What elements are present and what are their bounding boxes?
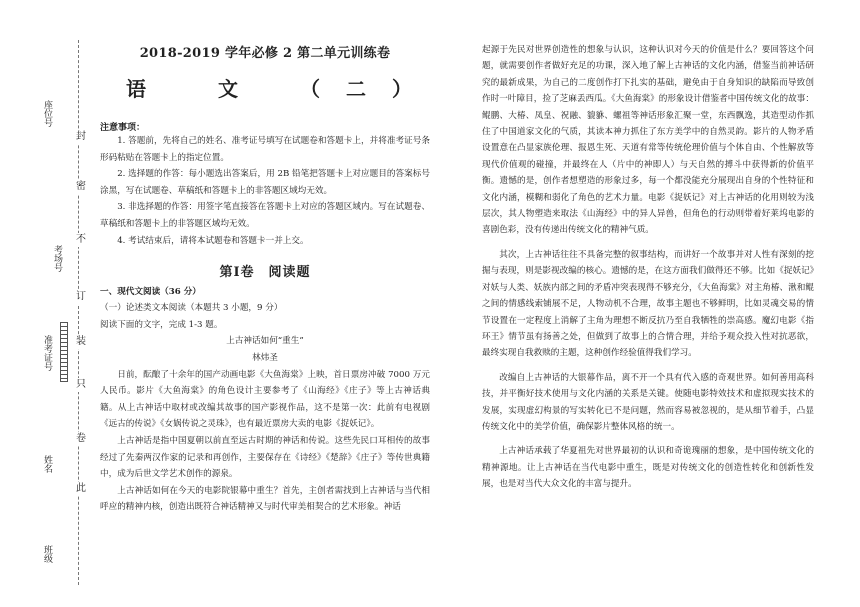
- seal-char: 只: [76, 379, 86, 390]
- binding-label-ticket: 准考证号: [42, 335, 52, 371]
- binding-label-name: 姓名: [42, 455, 52, 473]
- subject-title: 语 文 （二）: [126, 77, 438, 101]
- volume-title: 第Ⅰ卷 阅读题: [219, 265, 311, 281]
- article-paragraph: 起源于先民对世界创造性的想象与认识，这种认识对今天的价值是什么？要回答这个问题，就需要创作者做好充足的功课，深入地了解上古神话的文化内涵，借鉴当前神话研究的最新成果，为自己的二度创作打下扎实的基础，避免由于自身知识的缺陷而导致创作时一叶障目，捡了芝麻丢西瓜。《大鱼海棠》的形象设计借鉴者中国传统文化的故事：鲲鹏、大椿、凤皇、祝融、貔貅、螺祖等神话形象汇聚一堂，东西飘逸，其造型动作抓住了中国道家文化的气质，其读本神力抓住了东方美学中的自然灵韵。影片的人物矛盾设置意在凸显家族伦理、报恩生死、天道有常等传统伦理价值与个体自由、个性解放等现代价值观的碰撞，并最终在人（片中的神即人）与天自然的搏斗中获得新的价值平衡。遗憾的是，创作者想塑造的形象过多，每一个都没能充分展现出自身的个性特征和文化内涵，模糊和弱化了角色的艺术力量。电影《捉妖记》对上古神话的化用则较为浅层次，其人物塑造来取法《山海经》中的异人异兽，但角色的行动则带着好莱坞电影的喜剧色彩，没有传递出传统文化的精神气质。: [482, 45, 814, 236]
- instruction: 阅读下面的文字，完成 1-3 题。: [100, 319, 223, 330]
- binding-label-class: 班级: [42, 545, 52, 563]
- article-paragraph: 上古神话承载了华夏祖先对世界最初的认识和奇诡瑰丽的想象，是中国传统文化的精神源地。让上古神话在当代电影中重生，既是对传统文化的创造性转化和创新性发展，也是对当代大众文化的丰富与提升。: [482, 446, 814, 490]
- seal-char: 此: [76, 483, 86, 494]
- seal-char: 不: [76, 234, 86, 245]
- exam-title: 2018-2019 学年必修 2 第二单元训练卷: [139, 46, 391, 61]
- notice-item: 3. 非选择题的作答：用签字笔直接答在答题卡上对应的答题区域内。写在试题卷、草稿纸和答题卡上的非答题区域均无效。: [100, 202, 430, 229]
- binding-label-seat: 座位号: [42, 100, 52, 127]
- article-author: 林炜圣: [252, 352, 278, 363]
- notice-heading: 注意事项：: [100, 123, 146, 133]
- seal-char: 装: [76, 336, 86, 347]
- notice-item: 4. 考试结束后，请将本试题卷和答题卡一并上交。: [117, 235, 309, 246]
- seal-char: 卷: [76, 433, 86, 444]
- article-title: 上古神话如何“重生”: [226, 336, 304, 347]
- seal-char: 密: [76, 181, 86, 192]
- subsection-title: （一）论述类文本阅读（本题共 3 小题，9 分）: [100, 303, 283, 314]
- seal-line: [78, 40, 79, 585]
- section-title: 一、现代文阅读（36 分）: [100, 287, 201, 298]
- article-paragraph: 其次，上古神话往往不具备完整的叙事结构，而讲好一个故事并对人性有深刻的挖掘与表现，则是影视改编的核心。遗憾的是，在这方面我们做得还不够。比如《捉妖记》对妖与人类、妖族内部之间的矛盾冲突表现得不够充分，《大鱼海棠》对主角椿、湫和鲲之间的情感线索铺展不足，人物动机不合理，故事主题也不够鲜明，比如灵魂交易的情节设置在一定程度上消解了主角为理想不断反抗乃至自我牺牲的崇高感。魔幻电影《指环王》情节虽有扬善之处，但做到了故事上的合情合理，并给予观众投入性对抗恶欲，最终实现自我救赎的主题，这种创作经验值得我们学习。: [482, 249, 814, 359]
- right-column: [482, 42, 814, 493]
- notice-item: 2. 选择题的作答：每小题选出答案后，用 2B 铅笔把答题卡上对应题目的答案标号涂黑，写在试题卷、草稿纸和答题卡上的非答题区域均无效。: [100, 169, 430, 196]
- article-paragraph: 改编自上古神话的大银幕作品，离不开一个具有代入感的奇观世界。如何善用高科技，并平衡好技术使用与文化内涵的关系是关键。使随电影特效技术和虚拟现实技术的发展，实现虚幻构景的写实转化已不是问题，然而容易被忽视的，是从细节着手，凸显传统文化中的美学价值，确保影片整体风格的统一。: [482, 372, 814, 432]
- article-paragraph: 上古神话是指中国夏朝以前直至远古时期的神话和传说。这些先民口耳相传的故事经过了先秦两汉作家的记录和再创作，主要保存在《诗经》《楚辞》《庄子》等传世典籍中，成为后世文学艺术创作的源泉。: [100, 435, 430, 480]
- binding-label-room: 考场号: [52, 245, 62, 272]
- binding-strip: [44, 40, 80, 585]
- notice-item: 1. 答题前，先将自己的姓名、准考证号填写在试题卷和答题卡上，并将准考证号条形码粘贴在答题卡上的指定位置。: [100, 136, 430, 163]
- article-paragraph: 上古神话如何在今天的电影院银幕中重生？首先，主创者需找到上古神话与当代相呼应的精神内核，创造出既符合神话精神又与时代审美相契合的艺术形象。神话: [100, 485, 430, 513]
- article-paragraph: 日前，酝酿了十余年的国产动画电影《大鱼海棠》上映，首日票房冲破 7000 万元人民币。影片《大鱼海棠》的角色设计主要参考了《山海经》《庄子》等上古神话典籍。从上古神话中取材或改编其故事的国产影视作品，这不是第一次：此前有电视剧《远古的传说》《女娲传说之灵珠》，也有最近票房大卖的电影《捉妖记》。: [100, 369, 430, 430]
- left-column: [100, 42, 438, 516]
- seal-char: 订: [76, 291, 86, 302]
- ticket-number-boxes: [60, 322, 68, 382]
- seal-char: 封: [76, 131, 86, 142]
